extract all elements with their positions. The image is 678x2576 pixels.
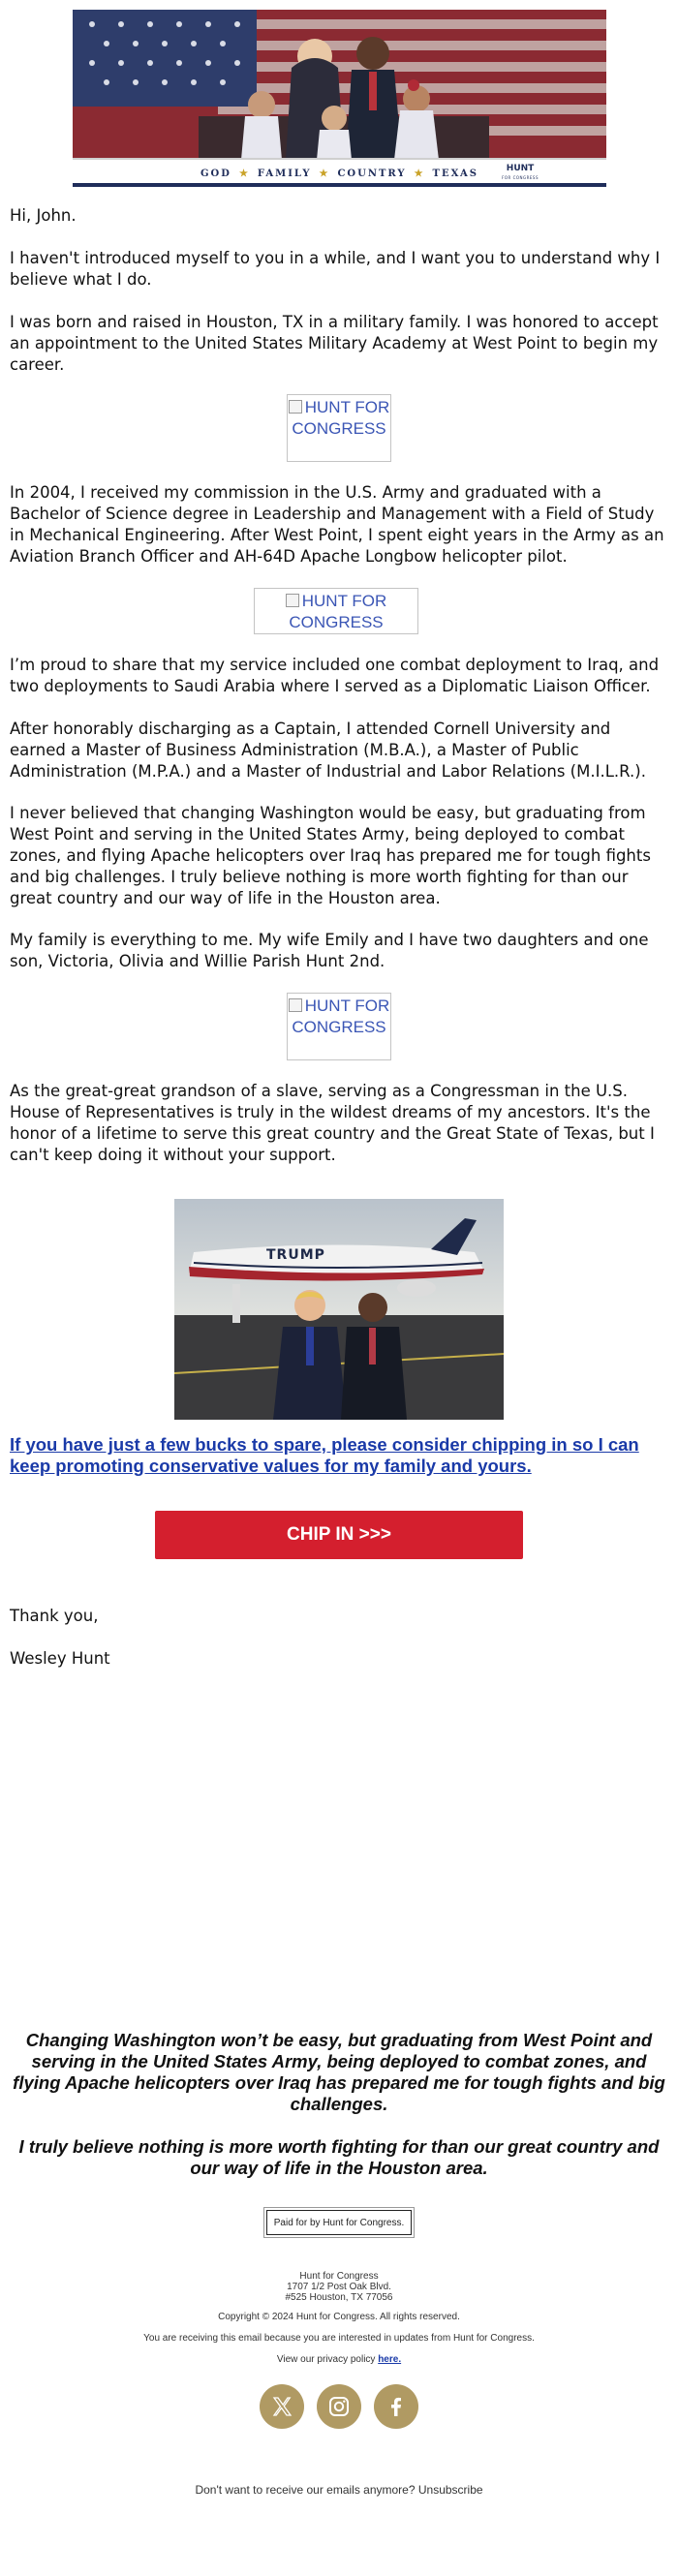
- footer-receiving-notice: You are receiving this email because you are interested in updates from Hunt for Congress.: [143, 2333, 535, 2344]
- background-paragraph: I was born and raised in Houston, TX in a military family. I was honored to accept an appointment to the United States Military Academy at West Point to begin my career.: [10, 313, 659, 374]
- paid-for-disclaimer: Paid for by Hunt for Congress.: [266, 2210, 412, 2235]
- footer-org: Hunt for Congress: [299, 2271, 379, 2282]
- army-career-paragraph: In 2004, I received my commission in the U.S. Army and graduated with a Bachelor of Science degree in Leadership and Management with a Field of Study in Mechanical Engineering. After West Point, I spent eight years in the Army as an Aviation Branch Officer and AH-64D Apache Longbow helicopter pilot.: [10, 483, 664, 566]
- education-paragraph: After honorably discharging as a Captain, I attended Cornell University and earned a Master of Business Administration (M.B.A.), a Master of Public Administration (M.P.A.) and a Master of Industrial and Labor Relations (M.I.L.R.).: [10, 720, 646, 781]
- pull-quote-1: Changing Washington won’t be easy, but graduating from West Point and serving in the United States Army, being deployed to combat zones, and flying Apache helicopters over Iraq has prepared me for tough fights and big challenges.: [13, 2030, 665, 2114]
- donate-text-link[interactable]: If you have just a few bucks to spare, please consider chipping in so I can keep promoting conservative values for my family and yours.: [10, 1434, 639, 1476]
- heritage-paragraph: As the great-great grandson of a slave, serving as a Congressman in the U.S. House of Representatives is truly in the wildest dreams of my ancestors. It's the honor of a lifetime to serve this great country and the Great State of Texas, but I can't keep doing it without your support.: [10, 1082, 655, 1164]
- banner-motto: GOD ★ FAMILY ★ COUNTRY ★ TEXAS: [200, 168, 478, 179]
- footer-address-1: 1707 1/2 Post Oak Blvd.: [287, 2282, 391, 2292]
- x-social-link[interactable]: [260, 2384, 304, 2429]
- footer-copyright: Copyright © 2024 Hunt for Congress. All rights reserved.: [218, 2312, 460, 2322]
- facebook-social-link[interactable]: [374, 2384, 418, 2429]
- beliefs-paragraph: I never believed that changing Washington would be easy, but graduating from West Point and serving in the United States Army, being deployed to combat zones, and flying Apache helicopters over Iraq has prepared me for tough fights and big challenges. I truly believe nothing is more worth fighting for than our great country and our way of life in the Houston area.: [10, 804, 651, 907]
- star-icon: ★: [238, 168, 250, 179]
- greeting: Hi, John.: [10, 206, 77, 225]
- star-icon: ★: [319, 168, 330, 179]
- star-icon: ★: [414, 168, 425, 179]
- broken-image-placeholder: HUNT FOR CONGRESS: [254, 588, 418, 634]
- plane-photo-art: [174, 1199, 504, 1420]
- privacy-policy-link[interactable]: here.: [378, 2354, 402, 2365]
- x-icon: [270, 2395, 293, 2418]
- instagram-social-link[interactable]: [317, 2384, 361, 2429]
- trump-plane-photo: [174, 1199, 504, 1420]
- footer-privacy: View our privacy policy here.: [276, 2354, 402, 2365]
- plane-livery-text: TRUMP: [266, 1247, 325, 1263]
- signature: Wesley Hunt: [10, 1649, 110, 1668]
- facebook-icon: [385, 2395, 408, 2418]
- banner-divider: [73, 183, 606, 187]
- hunt-logo: HUNT FOR CONGRESS: [502, 164, 539, 180]
- family-paragraph: My family is everything to me. My wife Emily and I have two daughters and one son, Victoria, Olivia and Willie Parish Hunt 2nd.: [10, 931, 649, 970]
- broken-image-placeholder: HUNT FOR CONGRESS: [287, 993, 391, 1060]
- footer-address-2: #525 Houston, TX 77056: [285, 2292, 393, 2303]
- pull-quote-2: I truly believe nothing is more worth fighting for than our great country and our way of life in the Houston area.: [18, 2136, 660, 2178]
- broken-image-icon: [289, 998, 302, 1012]
- broken-image-icon: [289, 400, 302, 414]
- signoff: Thank you,: [10, 1607, 99, 1625]
- broken-image-placeholder: HUNT FOR CONGRESS: [287, 394, 391, 462]
- chip-in-button[interactable]: CHIP IN >>>: [155, 1511, 523, 1559]
- header-banner-image: [73, 10, 606, 187]
- unsubscribe-text[interactable]: Don't want to receive our emails anymore? Unsubscribe: [195, 2483, 483, 2497]
- deployments-paragraph: I’m proud to share that my service included one combat deployment to Iraq, and two deployments to Saudi Arabia where I served as a Diplomatic Liaison Officer.: [10, 656, 660, 695]
- broken-image-icon: [286, 594, 299, 607]
- intro-paragraph: I haven't introduced myself to you in a while, and I want you to understand why I believe what I do.: [10, 249, 661, 289]
- instagram-icon: [327, 2395, 351, 2418]
